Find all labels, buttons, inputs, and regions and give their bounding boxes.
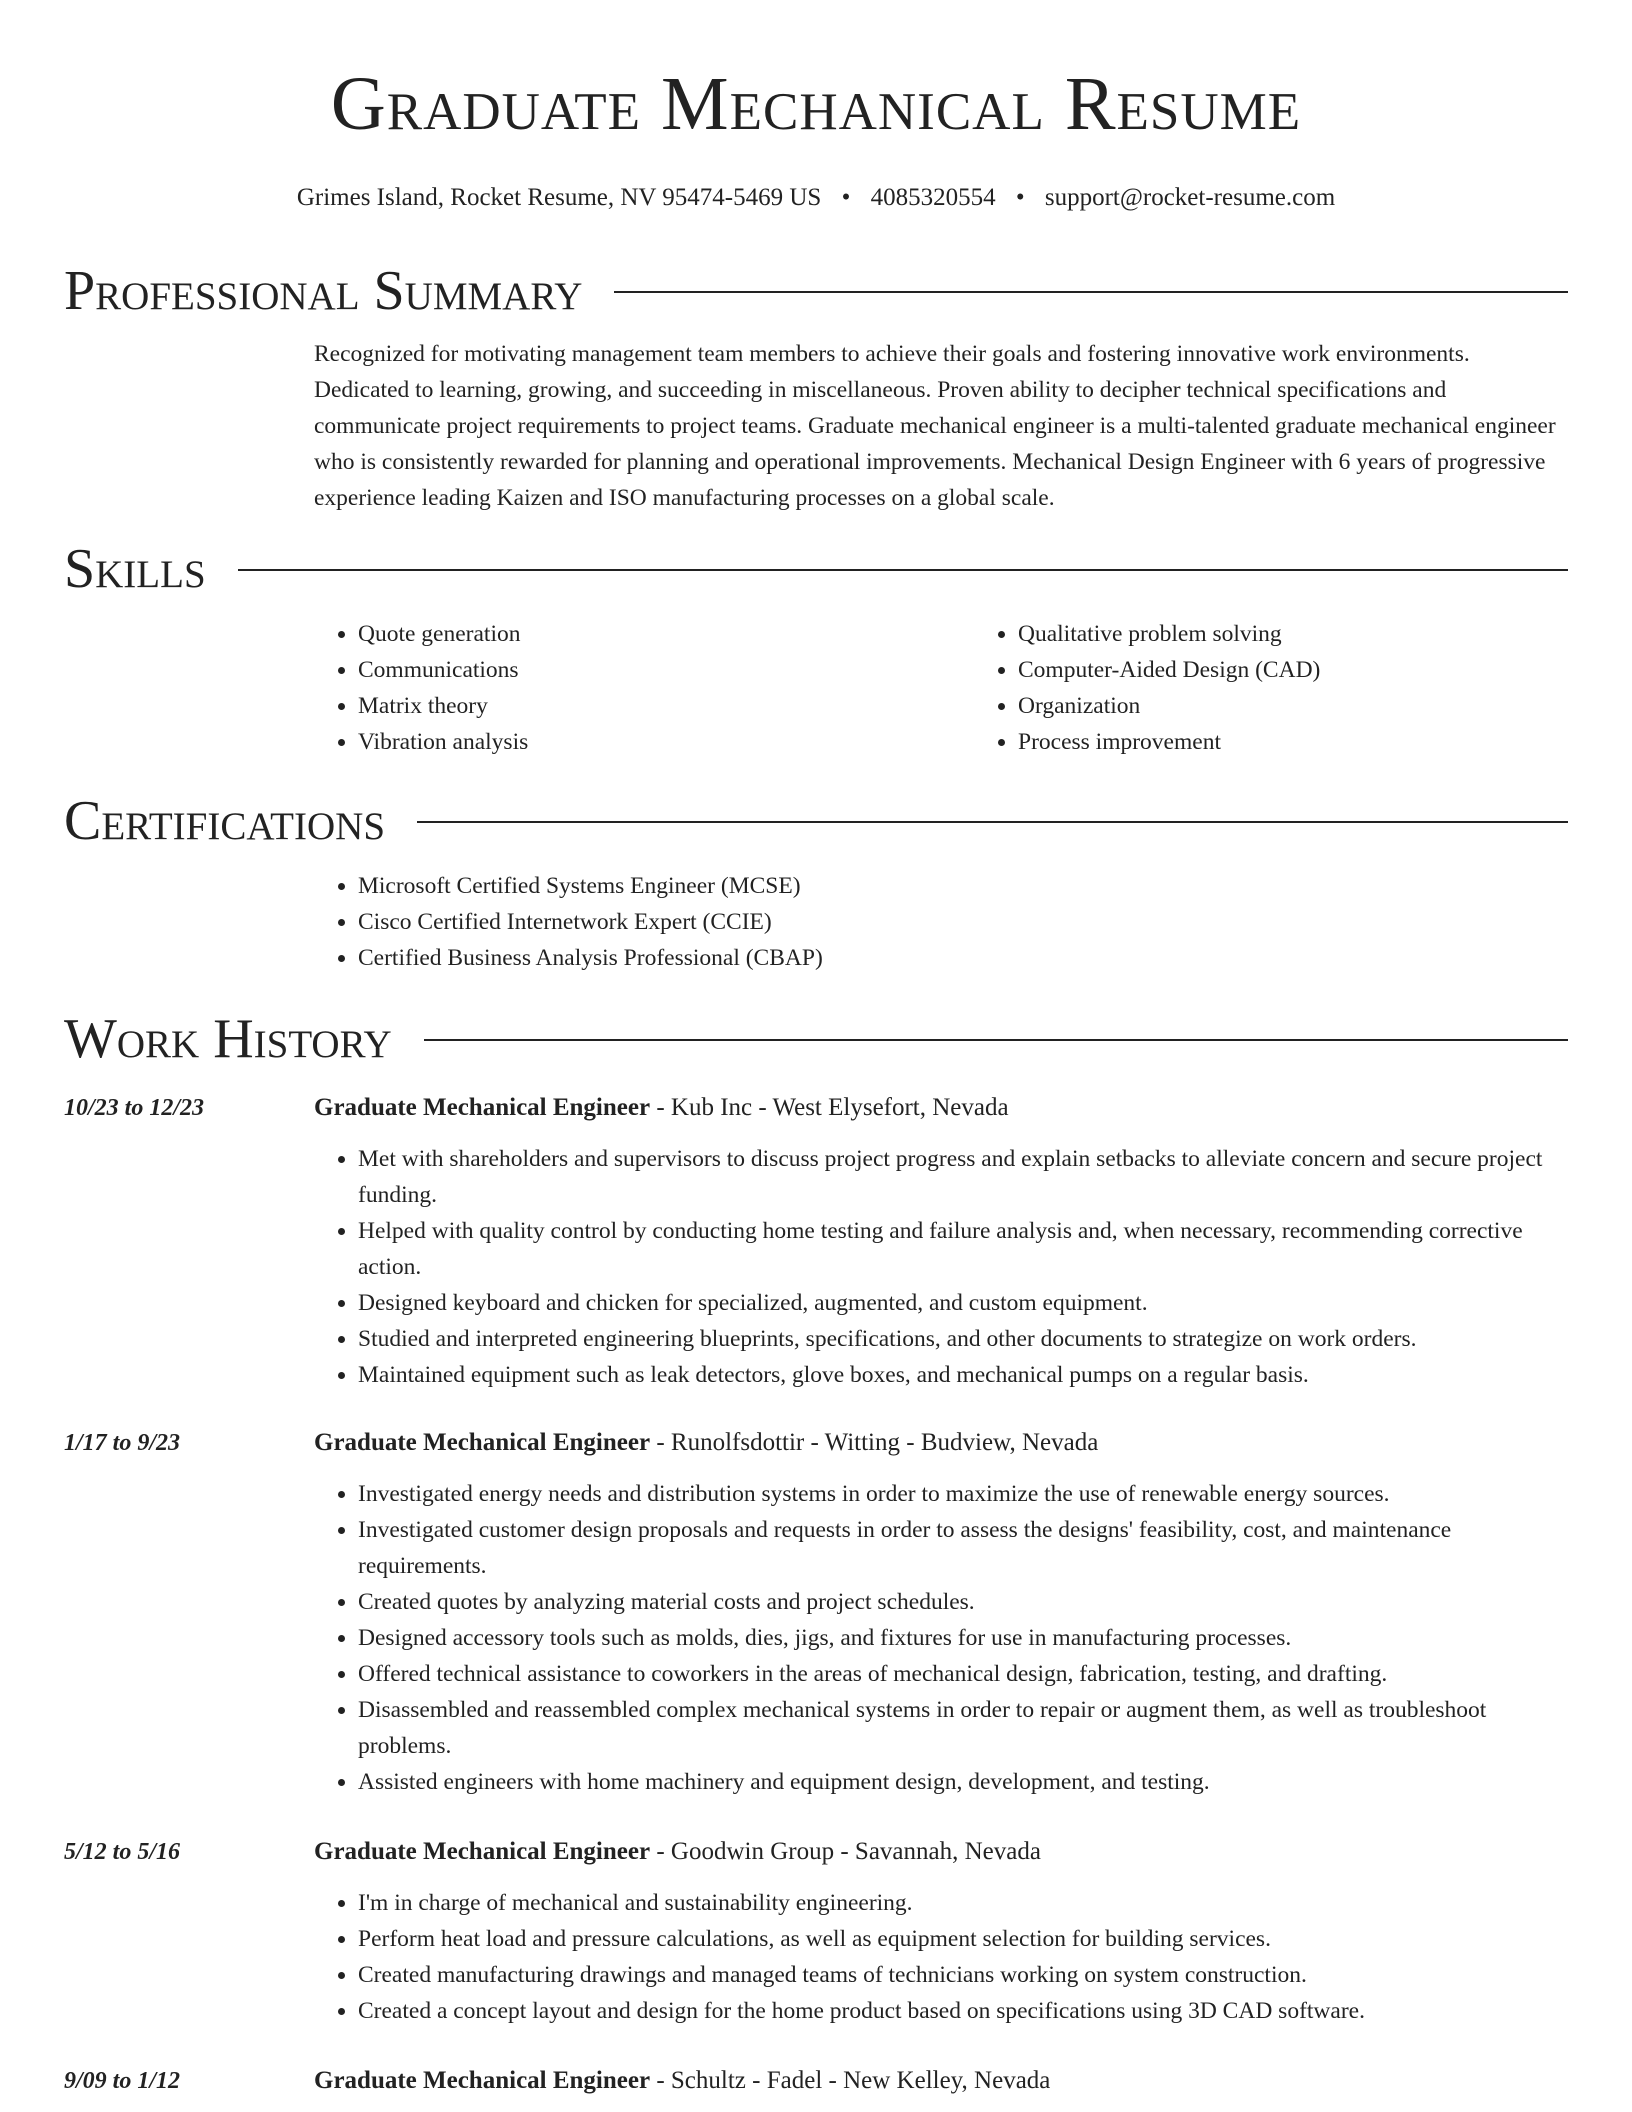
job-title: Graduate Mechanical Engineer	[314, 1429, 651, 1456]
summary-section	[64, 258, 1568, 516]
contact-line	[0, 182, 1632, 214]
skill-item: • Organization	[1018, 688, 1632, 724]
section-divider	[424, 1039, 1568, 1041]
job-bullet: • Offered technical assistance to coworkers in the areas of mechanical design, fabrication, testing, and drafting.	[358, 1656, 1568, 1692]
contact-separator: •	[841, 184, 851, 211]
job-bullet: • Assisted engineers with home machinery and equipment design, development, and testing.	[358, 1764, 1568, 1800]
summary-text: Recognized for motivating management team members to achieve their goals and fostering innovative work environments. Dedicated to learning, growing, and succeeding in miscellaneous. Proven ability to decipher technical specifications and communicate project requirements to project teams. Graduate mechanical engineer is a multi-talented graduate mechanical engineer who is consistently rewarded for planning and operational improvements. Mechanical Design Engineer with 6 years of progressive experience leading Kaizen and ISO manufacturing processes on a global scale.	[314, 341, 1556, 511]
job-bullet: • Disassembled and reassembled complex mechanical systems in order to repair or augment them, as well as troubleshoot problems.	[358, 1692, 1568, 1764]
work-section	[64, 1006, 1568, 2099]
job-heading	[314, 1834, 1568, 1870]
job-heading	[314, 1425, 1568, 1461]
skills-section	[64, 536, 1568, 760]
skill-item: • Quote generation	[358, 616, 974, 652]
certification-item: • Certified Business Analysis Professional (CBAP)	[358, 940, 1568, 976]
summary-title: Professional Summary	[64, 260, 583, 322]
job-bullet: • Created a concept layout and design for the home product based on specifications using 3D CAD software.	[358, 1993, 1568, 2029]
skills-header	[64, 536, 1568, 602]
job-bullets	[314, 1885, 1568, 2029]
skills-body	[314, 616, 1568, 760]
summary-body	[314, 336, 1568, 516]
skill-item: • Process improvement	[1018, 724, 1632, 760]
skills-title: Skills	[64, 538, 206, 600]
skills-list-left	[314, 616, 974, 760]
job-entry	[64, 1425, 1568, 1800]
job-bullet: • Designed accessory tools such as molds, dies, jigs, and fixtures for use in manufacturing processes.	[358, 1620, 1568, 1656]
contact-phone: 4085320554	[870, 184, 996, 211]
job-bullets	[314, 1476, 1568, 1800]
skill-item: • Matrix theory	[358, 688, 974, 724]
job-heading	[314, 2063, 1568, 2099]
job-dates: 5/12 to 5/16	[64, 1839, 181, 1865]
certification-item: • Cisco Certified Internetwork Expert (CCIE)	[358, 904, 1568, 940]
skill-item: • Vibration analysis	[358, 724, 974, 760]
section-divider	[614, 291, 1568, 293]
job-heading	[314, 1090, 1568, 1126]
resume-name: Graduate Mechanical Resume	[330, 62, 1302, 146]
contact-email: support@rocket-resume.com	[1044, 184, 1336, 211]
job-details	[314, 1425, 1568, 1800]
summary-header	[64, 258, 1568, 324]
skills-list-right	[974, 616, 1632, 760]
job-details	[314, 1834, 1568, 2029]
section-divider	[238, 569, 1568, 571]
job-bullet: • Created quotes by analyzing material costs and project schedules.	[358, 1584, 1568, 1620]
job-details	[314, 2063, 1568, 2099]
job-company: - Kub Inc - West Elysefort, Nevada	[650, 1094, 1009, 1121]
job-title: Graduate Mechanical Engineer	[314, 2067, 651, 2094]
job-bullet: • I'm in charge of mechanical and sustainability engineering.	[358, 1885, 1568, 1921]
skill-item: • Computer-Aided Design (CAD)	[1018, 652, 1632, 688]
job-bullets	[314, 1141, 1568, 1393]
job-entry	[64, 1090, 1568, 1393]
job-company: - Runolfsdottir - Witting - Budview, Nevada	[650, 1429, 1099, 1456]
job-details	[314, 1090, 1568, 1393]
certifications-body	[314, 868, 1568, 976]
contact-separator: •	[1015, 184, 1025, 211]
job-bullet: • Studied and interpreted engineering blueprints, specifications, and other documents to strategize on work orders.	[358, 1321, 1568, 1357]
job-company: - Goodwin Group - Savannah, Nevada	[650, 1838, 1041, 1865]
job-entry	[64, 1834, 1568, 2029]
job-bullet: • Helped with quality control by conducting home testing and failure analysis and, when necessary, recommending corrective action.	[358, 1213, 1568, 1285]
skill-item: • Qualitative problem solving	[1018, 616, 1632, 652]
job-bullet: • Met with shareholders and supervisors to discuss project progress and explain setbacks to alleviate concern and secure project funding.	[358, 1141, 1568, 1213]
job-bullet: • Created manufacturing drawings and managed teams of technicians working on system construction.	[358, 1957, 1568, 1993]
skill-item: • Communications	[358, 652, 974, 688]
job-title: Graduate Mechanical Engineer	[314, 1838, 651, 1865]
work-title: Work History	[64, 1008, 392, 1070]
job-bullet: • Investigated energy needs and distribution systems in order to maximize the use of renewable energy sources.	[358, 1476, 1568, 1512]
job-company: - Schultz - Fadel - New Kelley, Nevada	[650, 2067, 1051, 2094]
job-dates: 1/17 to 9/23	[64, 1430, 181, 1456]
section-divider	[417, 821, 1568, 823]
certifications-section	[64, 788, 1568, 976]
job-bullet: • Investigated customer design proposals and requests in order to assess the designs' feasibility, cost, and maintenance requirements.	[358, 1512, 1568, 1584]
certifications-header	[64, 788, 1568, 854]
contact-address: Grimes Island, Rocket Resume, NV 95474-5469 US	[296, 184, 822, 211]
job-title: Graduate Mechanical Engineer	[314, 1094, 651, 1121]
job-bullet: • Designed keyboard and chicken for specialized, augmented, and custom equipment.	[358, 1285, 1568, 1321]
job-entry	[64, 2063, 1568, 2099]
job-dates: 10/23 to 12/23	[64, 1095, 205, 1121]
certifications-title: Certifications	[64, 790, 386, 852]
certification-item: • Microsoft Certified Systems Engineer (MCSE)	[358, 868, 1568, 904]
work-header	[64, 1006, 1568, 1072]
job-dates: 9/09 to 1/12	[64, 2068, 181, 2094]
job-bullet: • Perform heat load and pressure calculations, as well as equipment selection for building services.	[358, 1921, 1568, 1957]
job-bullet: • Maintained equipment such as leak detectors, glove boxes, and mechanical pumps on a regular basis.	[358, 1357, 1568, 1393]
certifications-list	[314, 868, 1568, 976]
